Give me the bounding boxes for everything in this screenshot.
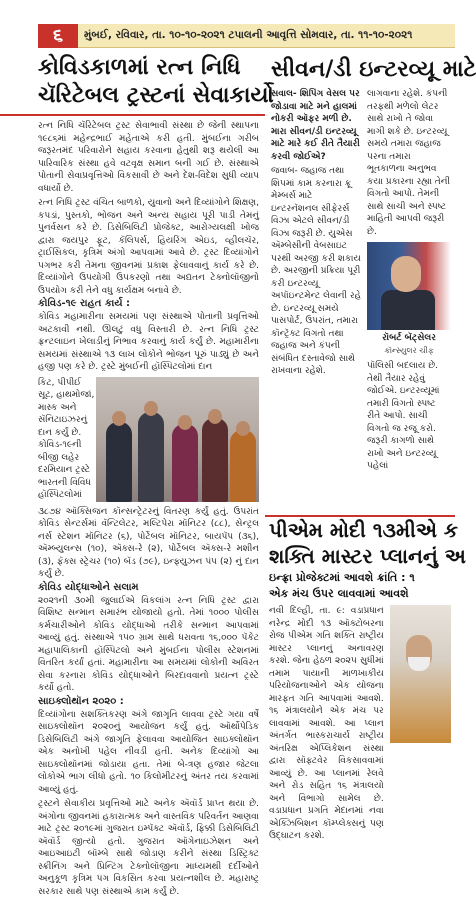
article-paragraph: દિવ્યાંગોના સશક્તિકરણ અંગે જાગૃતિ લાવવા ટ્રસ્ટે ગયા વર્ષે સાઇક્લોથૉન ૨૦૨૦નું આયોજન કર્યું હતું. ઑર્થોપેડિક ડિસેબિલિટી અંગે જાગૃતિ ફેલાવવા આયોજિત સાઇક્લોથૉન એક અનોખી પહેલ નીવડી હતી. અનેક દિવ્યાંગો આ સાઇક્લોથૉનમાં જોડાયા હતા. તેમાં બે-ત્રણ હજાર જેટલા લોકોએ ભાગ લીધો હતો. ૧૦ કિલોમીટરનું અંતર તય કરવામાં આવ્યું હતું. (38, 709, 259, 795)
pm-article (265, 515, 466, 843)
person-head (208, 409, 222, 424)
article-subhead: સાઇક્લોથૉન ૨૦૨૦ : (38, 695, 124, 707)
page-number: ૬ (38, 24, 78, 48)
answer-text: જવાબ- જહાજ તથા શિપમાં કામ કરનારા ક્રૂ મેમ્બર્સ માટે ઇન્ટરનૅશનલ સીફેરર્સ વિઝા એટલે સીવન/ડી વિઝા જરૂરી છે. યુએસ ઍમ્બેસીની વેબસાઇટ પરથી અરજી કરી શકાય છે. અરજીની પ્રક્રિયા પૂરી કરી ઇન્ટરવ્યૂ અપૉઇન્ટમેન્ટ લેવાની રહે છે. ઇન્ટરવ્યૂ સમયે પાસપોર્ટ, ઉપરાંત, તમારા કૉન્ટ્રૅક્ટ વિગતો તથા જહાજ અને કંપની સંબંધિત દસ્તાવેજો સાથે રાખવાના રહેશે. (271, 166, 361, 376)
article-headline-line2: ચૅરિટેબલ ટ્રસ્ટનાં સેવાકાર્યો (0, 82, 265, 116)
column-text: લાગવાના રહેશે. કંપની તરફથી મળેલો લેટર સાથે રાખો તે જોવા માગી શકે છે. ઇન્ટરવ્યૂ સમયે તમારા જહાજ પરના તમારા ભૂતકાળના અનુભવ કયા પ્રકારના રહ્યા તેની વિગતો આપો. તેમની સાથે સાચી અને સ્પષ્ટ માહિતી આપવી જરૂરી છે. (367, 89, 451, 237)
article-paragraph: ૩૮૭૪ ઑક્સિજન કૉન્સન્ટ્રેટરનું વિતરણ કર્યું હતું. ઉપરાંત કોવિડ સેન્ટર્સમાં વૅન્ટિલેટર, મલ્ટિપેરા મૉનિટર (૮૮), સેન્ટ્રલ નર્સ સ્ટેશન મૉનિટર (૬), પોર્ટેબલ મૉનિટર, બાયપૅપ (૩૬), ઍમ્બ્યુલન્સ (૧૦), ઍક્સ-રે (૨), પોર્ટેબલ ઍક્સ-રે મશીન (૩), ફૅક્સ સ્ટ્રેચર (૧૦) બૅડ (૭૯), ઇન્ફ્યુઝન પંપ (૨) નું દાન કર્યું છે. (38, 506, 259, 579)
page-header (38, 24, 455, 48)
header-dateline: મુંબઈ, રવિવાર, તા. ૧૦-૧૦-૨૦૨૧ ટપાલની આવૃત્તિ સોમવાર, તા. ૧૧-૧૦-૨૦૨૧ (84, 29, 413, 41)
portrait-face (391, 256, 421, 292)
article-subhead: કોવિડ-૧૯ રાહત કાર્ય : (38, 298, 131, 309)
person-figure (172, 424, 198, 502)
article-paragraph: ૨૦૨૧ની ૩૦મી જુલાઈએ વિકલાંગ રત્ન નિધિ ટ્રસ્ટ દ્વારા વિશિષ્ટ સન્માન સમારંભ યોજાયો હતો. તેમાં ૧૦૦૦ પોલીસ કર્મચારીઓને કોવિડ યોદ્ધાઓ તરીકે સન્માન આપવામાં આવ્યું હતું. સંસ્થાએ ૧૫૦ ગ્રામ સાથે ધરાવતા ૧૬,૦૦૦ પૅકેટ મહાપાલિકાની હૉસ્પિટલો અને મુંબઈના પોલીસ સ્ટેશનમાં વિતરિત કર્યાં હતાં. મહામારીના આ સમયમાં લોકોની અવિરત સેવા કરનારા કોવિડ યોદ્ધાઓને બિરદાવવાનો પ્રયત્ન ટ્રસ્ટે કર્યો હતો. (38, 595, 259, 693)
event-photo (96, 377, 259, 502)
person-head (236, 421, 250, 436)
pm-subheadline: ઇન્ફ્રા પ્રોજેક્ટમાં આવશે ક્રાંતિ : ૧ (269, 571, 415, 584)
article-paragraph: કોવિડ મહામારીના સમયમાં પણ સંસ્થાએ પોતાની પ્રવૃત્તિઓ અટકાવી નથી. ઊલટું વધુ વિસ્તારી છે. રત્ન નિધિ ટ્રસ્ટ ફ્રન્ટલાઇન ખેલાડીનું નિભાવ કરવાનું કાર્ય કર્યું છે. મહામારીના સમયમાં સંસ્થાએ ૧૩ લાખ લોકોને ભોજન પૂરું પાડ્યું છે અને હજી પણ કરે છે. ટ્રસ્ટે મુંબઈની હૉસ્પિટલોમાં દાન (38, 312, 259, 372)
article-paragraph: ટ્રસ્ટને સેવાકીય પ્રવૃત્તિઓ માટે અનેક ઍવૉર્ડ પ્રાપ્ત થયા છે. અંગોના જીવનમાં હકારાત્મક અને વાસ્તવિક પરિવર્તન આણવા માટે ટ્રસ્ટ ૨૦૧૯માં ગુજરાત ઇમ્પૅક્ટ ઍવૉર્ડ, ફિક્કી ડિસેબિલિટી ઍવૉર્ડ જીત્યો હતો. ગુજરાત ઑગેનાઇઝેશન અને આઇઆઇટી બૉમ્બે સાથે જોડાણ કરીને સંસ્થા ડિસ્ટ્રિક્ટ સ્ક્રીનિંગ અને પ્રિન્ટિંગ ટેક્નોલૉજીના માધ્યમથી દર્દીઓને અનુકૂળ કૃત્રિમ પગ વિકસિત કરવા પ્રયત્નશીલ છે. મહારાષ્ટ્ર સરકાર સાથે પણ સંસ્થાએ કામ કર્યું છે. (38, 799, 259, 897)
left-article (0, 54, 274, 907)
person-head (144, 401, 158, 416)
portrait-photo (367, 242, 451, 330)
pm-headline-line2: શક્તિ માસ્ટર પ્લાનનું અ (269, 544, 466, 568)
column-text: પૉલિસી બદલાય છે. તેથી તૈયાર રહેવું જોઈએ. ઇન્ટરવ્યૂમાં તમારી વિગતો સ્પષ્ટ રીતે આપો. સાચી વિગતો જ રજૂ કરો. જરૂરી કાગળો સાથે રાખો અને ઇન્ટરવ્યૂ પહેલાં (367, 361, 440, 471)
pm-headline-line1: પીએમ મોદી ૧૩મીએ ક (265, 515, 455, 543)
photo-side-text: કિટ, પીપીઈ સૂટ, હાથમોજાં, માસ્ક અને સૅનિટાઇઝરનું દાન કર્યું છે. કોવિડ-૧૯ની બીજી લહેર દરમિયાન ટ્રસ્ટે ભારતની વિવિધ હૉસ્પિટલોમાં (38, 377, 95, 500)
pm-subheadline: એક મંચ ઉપર લાવવામાં આવશે (269, 587, 409, 600)
person-head (112, 411, 126, 426)
person-figure (202, 418, 228, 502)
pm-photo (390, 605, 451, 743)
photo-caption-name: રૉબર્ટ બૅટ્સેલર (382, 333, 436, 343)
article-intro: રત્ન નિધિ ચૅરિટેબલ ટ્રસ્ટ સેવાભાવી સંસ્થા છે જેની સ્થાપના ૧૯૮૬માં મહેન્દ્રભાઈ મહેતાએ કરી હતી. મુંબઈના ગરીબ જરૂરતમંદ પરિવારોને સહાય કરવાના હેતુથી શરૂ થયેલી આ પારિવારિક સંસ્થા હવે વટવૃક્ષ સમાન બની ગઈ છે. સંસ્થાએ પોતાની સેવાપ્રવૃત્તિઓ વિકસાવી છે અને દેશ-વિદેશ સુધી વ્યાપ વધાર્યો છે. (38, 121, 259, 194)
person-figure (138, 412, 164, 502)
article-paragraph: રત્ન નિધિ ટ્રસ્ટ વંચિત બાળકો, યુવાનો અને દિવ્યાંગોને શિક્ષણ, કપડાં, પુસ્તકો, ભોજન અને અન્ય સહાય પૂરી પાડી તેમનું પુનર્વસન કરે છે. ડિસેબિલિટી પ્રોજેક્ટ, આરોગ્યલક્ષી ખોજ દ્વારા જયપુર ફૂટ, કૅલિપર્સ, હિયરિંગ એઇડ, વ્હીલચૅર, ટ્રાઈસિકલ, કૃત્રિમ અંગો આપવામાં આવે છે. ટ્રસ્ટ દિવ્યાંગોને પગભર કરી તેમના જીવનમાં પ્રકાશ ફેલાવવાનું કાર્ય કરે છે. દિવ્યાંગોને ઉપયોગી ઉપકરણો તથા અદ્યતન ટેક્નોલૉજીનો ઉપયોગ કરી તેને વધુ કાર્યક્ષમ બનાવે છે. (38, 198, 259, 296)
article-subhead: કોવિડ યોદ્ધાઓને સલામ (38, 581, 139, 593)
photo-caption-role: કૉન્સ્યુલર ચીફ (384, 345, 434, 355)
pm-body-text: નવી દિલ્હી, તા. ૯: વડાપ્રધાન નરેન્દ્ર મોદી ૧૩ ઑક્ટોબરના રોજ પીએમ ગતિ શક્તિ રાષ્ટ્રીય માસ્ટર પ્લાનનું અનાવરણ કરશે. જેના હેઠળ ૨૦૨૫ સુધીમાં તમામ પાયાની માળખાકીય પરિયોજનાઓને એક યોજના મારફત ગતિ આપવામાં આવશે. ૧૬ મંત્રાલયોને એક મંચ પર લાવવામાં આવશે. આ પ્લાન અંતર્ગત ભાસ્કરાચાર્ય રાષ્ટ્રીય અંતરિક્ષ એપ્લિકેશન સંસ્થા દ્વારા સૉફ્ટવેર વિકસાવવામાં આવ્યું છે. આ પ્લાનમાં રેલવે અને રોડ સહિત ૧૬ મંત્રાલયો અને વિભાગો સામેલ છે. વડાપ્રધાન પ્રગતિ મેદાનમાં નવા એક્ઝિબિશન કૉમ્પ્લેક્સનું પણ ઉદ્ઘાટન કરશે. (269, 606, 384, 841)
article-headline-line1: કોવિડકાળમાં રત્ન નિધિ (38, 55, 241, 80)
person-figure (230, 430, 256, 502)
pm-photo-beard (408, 657, 430, 671)
photo-section (38, 377, 259, 502)
right-headline: સીવન/ડી ઇન્ટરવ્યૂ માટે (271, 57, 476, 82)
person-figure (106, 422, 132, 502)
person-head (178, 415, 192, 430)
question-text: સવાલ- શિપિંગ વેસલ પર જોડાવા માટે મને હાલમાં નોકરી ઑફર મળી છે. મારા સીવન/ડી ઇન્ટરવ્યૂ માટે મારે કઈ રીતે તૈયારી કરવી જોઈએ? (271, 89, 360, 162)
portrait-suit (381, 290, 435, 330)
